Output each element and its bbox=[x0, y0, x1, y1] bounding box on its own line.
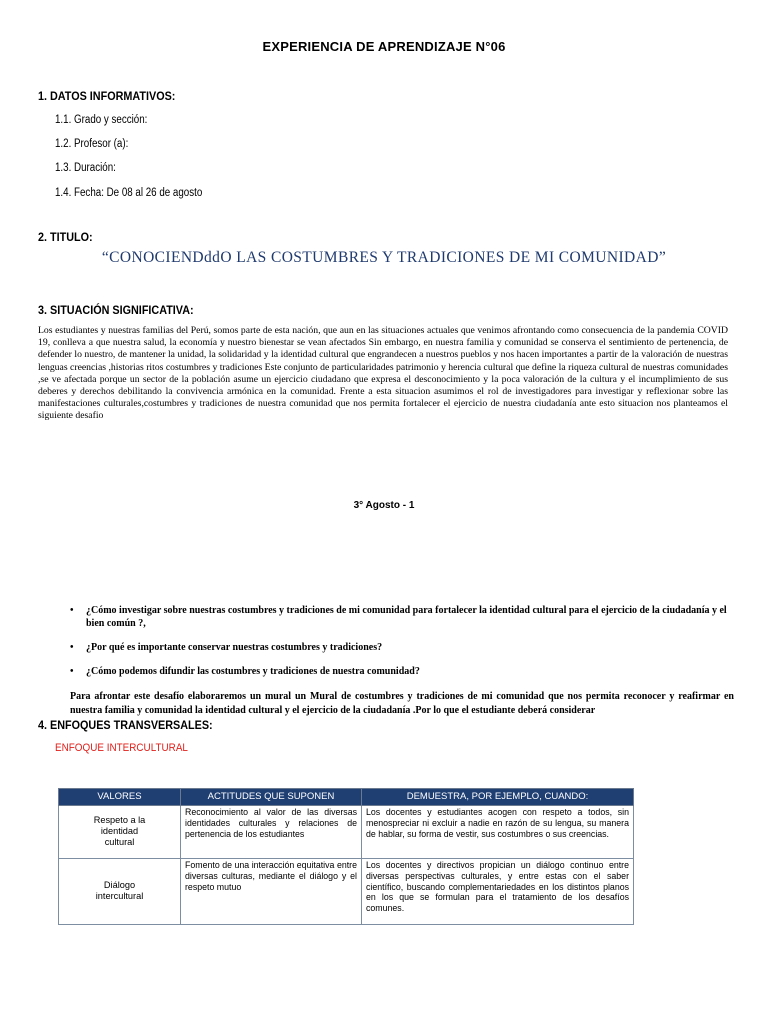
column-header-actitudes: ACTITUDES QUE SUPONEN bbox=[181, 789, 362, 806]
experience-title: “CONOCIENDddO LAS COSTUMBRES Y TRADICIONES DE MI COMUNIDAD” bbox=[101, 249, 667, 266]
cell-valor bbox=[59, 806, 181, 859]
section-heading-datos: 1. DATOS INFORMATIVOS: bbox=[38, 89, 176, 103]
bullet-icon: • bbox=[70, 642, 74, 653]
cell-actitud: Fomento de una interacción equitativa entre diversas culturas, mediante el diálogo y el respeto mutuo bbox=[181, 859, 362, 925]
section-heading-titulo: 2. TITULO: bbox=[38, 230, 93, 244]
question-item bbox=[70, 665, 734, 678]
enfoque-label: ENFOQUE INTERCULTURAL bbox=[55, 742, 188, 754]
valor-text: Respeto a la identidad cultural bbox=[93, 815, 146, 847]
document-title: EXPERIENCIA DE APRENDIZAJE N°06 bbox=[262, 39, 506, 54]
closing-paragraph: Para afrontar este desafío elaboraremos un mural un Mural de costumbres y tradiciones de mi comunidad que nos permita reconocer y reafirmar en nuestra familia y comunidad la identidad cultural y el ejercicio de la ciudadanía .Por lo que el estudiante deberá considerar bbox=[70, 691, 734, 716]
section-heading-situacion: 3. SITUACIÓN SIGNIFICATIVA: bbox=[38, 303, 194, 317]
situacion-paragraph: Los estudiantes y nuestras familias del Perú, somos parte de esta nación, que aun en las situaciones actuales que venimos afrontando como consecuencia de la pandemia COVID 19, conlleva a que nuestra salud, la economía y nuestro bienestar se vean afectados Sin embargo, en nuestra familia y comunidad se conserva el sentimiento de pertenencia, de defender lo nuestro, de mantener la unidad, la solidaridad y la identidad cultural que engrandecen a nuestros pueblos y nos hacen importantes a partir de la valoración de nuestras lenguas creencias ,historias ritos costumbres y tradiciones Este conjunto de particularidades patrimonio y herencia cultural que define la riqueza cultural de nuestras comunidades ,se ve afectada porque un sector de la población asume un ejercicio ciudadano que expresa el desconocimiento y la poca valoración de la cultura y el incumplimiento de sus deberes y derechos debilitando la convivencia armónica en la comunidad. Frente a esta situacion asumimos el rol de investigadores para investigar y reflexionar sobre las manifestaciones culturales,costumbres y tradiciones de nuestra comunidad que nos permita fortalecer el ejercicio de nuestra ciudadanía ante esto situacion nos planteamos el siguiente desafio bbox=[38, 325, 728, 422]
section-heading-enfoques: 4. ENFOQUES TRANSVERSALES: bbox=[38, 718, 213, 732]
column-header-valores: VALORES bbox=[59, 789, 181, 806]
info-duracion: 1.3. Duración: bbox=[55, 162, 116, 174]
question-text: ¿Cómo investigar sobre nuestras costumbres y tradiciones de mi comunidad para fortalecer la identidad cultural para el ejercicio de la ciudadanía y el bien común ?, bbox=[86, 605, 727, 629]
question-item bbox=[70, 641, 734, 654]
valor-text: Diálogo intercultural bbox=[95, 880, 144, 901]
info-profesor: 1.2. Profesor (a): bbox=[55, 138, 129, 150]
enfoques-table bbox=[58, 788, 634, 925]
table-row bbox=[59, 806, 634, 859]
info-grado: 1.1. Grado y sección: bbox=[55, 114, 148, 126]
question-item bbox=[70, 604, 734, 630]
question-text: ¿Por qué es importante conservar nuestras costumbres y tradiciones? bbox=[86, 642, 383, 653]
cell-actitud: Reconocimiento al valor de las diversas identidades culturales y relaciones de pertenencia de los estudiantes bbox=[181, 806, 362, 859]
bullet-icon: • bbox=[70, 605, 74, 616]
cell-valor bbox=[59, 859, 181, 925]
column-header-demuestra: DEMUESTRA, POR EJEMPLO, CUANDO: bbox=[362, 789, 634, 806]
table-row bbox=[59, 859, 634, 925]
cell-ejemplo: Los docentes y directivos propician un diálogo continuo entre diversas perspectivas culturales, y entre estas con el saber científico, buscando complementariedades en los distintos planos en los que se formulan para el tratamiento de los desafíos comunes. bbox=[362, 859, 634, 925]
table-header-row bbox=[59, 789, 634, 806]
question-text: ¿Cómo podemos difundir las costumbres y tradiciones de nuestra comunidad? bbox=[86, 666, 420, 677]
bullet-icon: • bbox=[70, 666, 74, 677]
cell-ejemplo: Los docentes y estudiantes acogen con respeto a todos, sin menospreciar ni excluir a nadie en razón de su lengua, su manera de hablar, su forma de vestir, sus costumbres o sus creencias. bbox=[362, 806, 634, 859]
info-fecha: 1.4. Fecha: De 08 al 26 de agosto bbox=[55, 187, 203, 199]
date-marker: 3° Agosto - 1 bbox=[353, 500, 415, 511]
challenge-questions bbox=[70, 604, 734, 689]
